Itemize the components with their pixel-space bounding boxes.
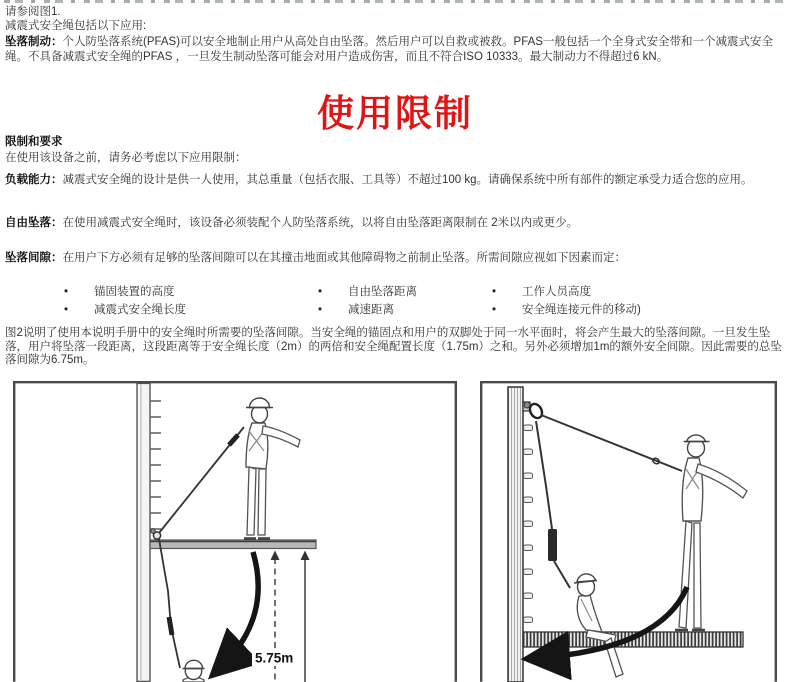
factor-decel-distance: • 减速距离: [318, 304, 394, 316]
clearance-paragraph: [5, 251, 787, 266]
standing-worker: [675, 435, 747, 630]
applications-line: 减震式安全绳包括以下应用:: [5, 20, 147, 32]
swing-fall-diagram: [480, 381, 777, 682]
figure-fall-clearance-left: [13, 381, 457, 682]
factor-free-fall-dist: • 自由坠落距离: [318, 286, 417, 298]
fallen-worker: [574, 574, 623, 677]
clearance-text: 在用户下方必须有足够的坠落间隙可以在其撞击地面或其他障碍物之前制止坠落。所需间隙应视如下因素而定：: [62, 252, 626, 264]
capacity-text: 减震式安全绳的设计是供一人使用，其总重量（包括衣服、工具等）不超过100 kg。请确保系统中所有部件的额定承受力适合您的应用。: [62, 174, 753, 186]
restrictions-intro: 在使用该设备之前，请务必考虑以下应用限制：: [5, 152, 247, 164]
bullet-icon: •: [64, 286, 69, 298]
clipped-text-remnant: [4, 0, 786, 3]
free-fall-text: 在使用减震式安全绳时，该设备必须装配个人防坠落系统，以将自由坠落距离限制在 2米以内或更少。: [62, 217, 579, 229]
capacity-paragraph: [5, 173, 787, 188]
bullet-icon: •: [64, 304, 69, 316]
mast-rungs: [524, 425, 533, 623]
bullet-icon: •: [318, 286, 323, 298]
deployed-lifeline: [159, 539, 180, 668]
helmet-icon: [687, 435, 706, 442]
fall-arrest-text: 个人防坠落系统(PFAS)可以安全地制止用户从高处自由坠落。然后用户可以自救或被救。PFAS一般包括一个全身式安全带和一个减震式安全绳。不具备减震式安全绳的PFAS ，一旦发生制动坠落可能会对用户造成伤害，而且不符合ISO 10333。最大制动力不得超过6 kN。: [5, 36, 773, 63]
page-title: 使用限制: [317, 93, 473, 134]
figure-swing-fall-right: [480, 381, 777, 682]
dimension-label: 5.75m: [255, 650, 294, 666]
fall-arrest-paragraph: [5, 35, 787, 65]
free-fall-label: 自由坠落：: [5, 217, 63, 229]
anchor-point: [151, 529, 161, 539]
lanyard-line: [541, 415, 682, 471]
factor-anchor-height: • 锚固装置的高度: [64, 286, 175, 298]
see-figure1-line: 请参阅图1.: [5, 6, 61, 18]
shock-absorber: [548, 529, 557, 561]
helmet-icon: [185, 660, 203, 668]
clearance-label: 坠落间隙：: [5, 252, 63, 264]
fall-arrest-label: 坠落制动：: [5, 36, 63, 48]
factor-worker-height: • 工作人员高度: [492, 286, 591, 298]
fallen-worker: [183, 660, 205, 682]
deployed-lifeline: [536, 421, 570, 588]
bullet-icon: •: [492, 286, 497, 298]
factor-connector-move: • 安全绳连接元件的移动): [492, 304, 641, 316]
lanyard-line: [159, 427, 244, 533]
bullet-icon: •: [318, 304, 323, 316]
fall-clearance-diagram: [13, 381, 457, 682]
standing-worker: [244, 398, 300, 539]
free-fall-paragraph: [5, 216, 787, 231]
helmet-icon: [250, 398, 270, 408]
capacity-label: 负载能力：: [5, 174, 63, 186]
anchor-carabiner: [523, 402, 545, 420]
restrictions-subheading: 限制和要求: [5, 136, 63, 148]
work-platform: [150, 540, 316, 549]
bullet-icon: •: [492, 304, 497, 316]
figure2-paragraph: 图2说明了使用本说明手册中的安全绳时所需要的坠落间隙。当安全绳的锚固点和用户的双脚处于同一水平面时，将会产生最大的坠落间隙。一旦发生坠落，用户将坠落一段距离，这段距离等于安全绳长度（2m）的两倍和安全绳配置长度（1.75m）之和。另外必须增加1m的额外安全间隙。因此需要的总坠落间隙为6.75m。: [5, 327, 782, 366]
figure-border: [14, 382, 456, 682]
factor-lanyard-length: • 减震式安全绳长度: [64, 304, 186, 316]
